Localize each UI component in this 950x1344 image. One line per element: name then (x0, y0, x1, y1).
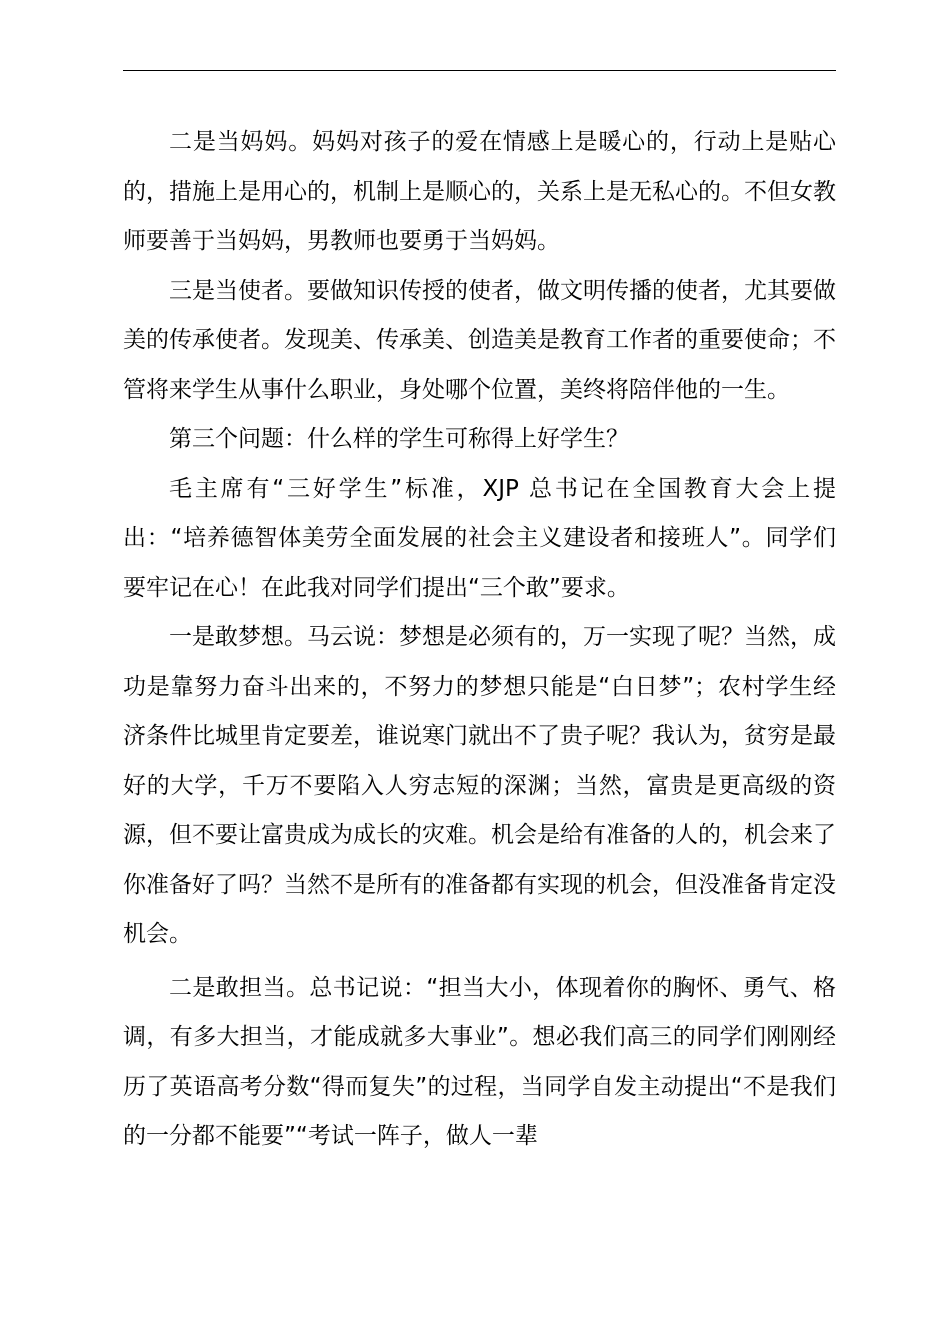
paragraph-sanhao-xuesheng: 毛主席有“三好学生”标准，XJP 总书记在全国教育大会上提出：“培养德智体美劳全面发展的社会主义建设者和接班人”。同学们要牢记在心！在此我对同学们提出“三个敢”要求。 (123, 475, 836, 601)
paragraph-gan-dandang: 二是敢担当。总书记说：“担当大小，体现着你的胸怀、勇气、格调，有多大担当，才能成就多大事业”。想必我们高三的同学们刚刚经历了英语高考分数“得而复失”的过程，当同学自发主动提出“不是我们的一分都不能要”“考试一阵子，做人一辈 (123, 974, 836, 1149)
document-body (123, 118, 836, 1162)
paragraph-question-three: 第三个问题：什么样的学生可称得上好学生？ (169, 426, 629, 452)
paragraph-dang-mama: 二是当妈妈。妈妈对孩子的爱在情感上是暖心的，行动上是贴心的，措施上是用心的，机制上是顺心的，关系上是无私心的。不但女教师要善于当妈妈，男教师也要勇于当妈妈。 (123, 129, 836, 254)
paragraph-dang-shizhe: 三是当使者。要做知识传授的使者，做文明传播的使者，尤其要做美的传承使者。发现美、传承美、创造美是教育工作者的重要使命；不管将来学生从事什么职业，身处哪个位置，美终将陪伴他的一生。 (123, 277, 836, 403)
header-rule (123, 70, 836, 71)
paragraph-gan-mengxiang: 一是敢梦想。马云说：梦想是必须有的，万一实现了呢？当然，成功是靠努力奋斗出来的，不努力的梦想只能是“白日梦”；农村学生经济条件比城里肯定要差，谁说寒门就出不了贵子呢？我认为，贫穷是最好的大学，千万不要陷入人穷志短的深渊；当然，富贵是更高级的资源，但不要让富贵成为成长的灾难。机会是给有准备的人的，机会来了你准备好了吗？当然不是所有的准备都有实现的机会，但没准备肯定没机会。 (123, 624, 836, 947)
